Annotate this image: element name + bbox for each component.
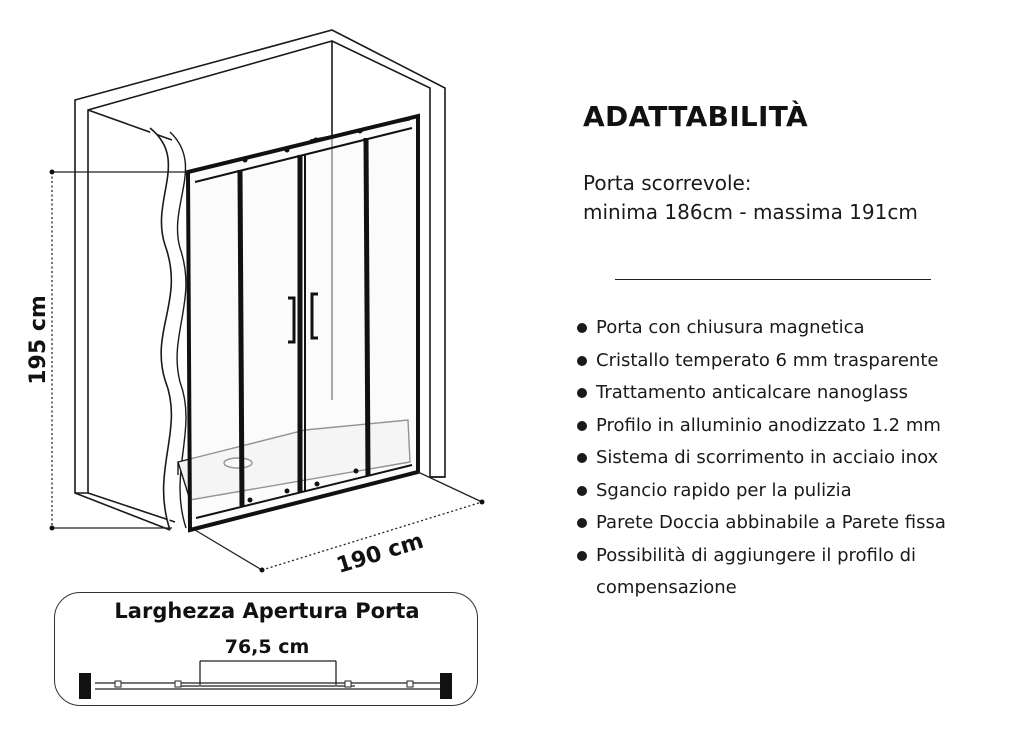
feature-item: Cristallo temperato 6 mm trasparente	[576, 345, 1016, 378]
feature-item: Possibilità di aggiungere il profilo di compensazione	[576, 540, 1016, 605]
info-subtitle	[583, 169, 1013, 227]
feature-item: Porta con chiusura magnetica	[576, 312, 1016, 345]
feature-item: Parete Doccia abbinabile a Parete fissa	[576, 507, 1016, 540]
opening-measure: 76,5 cm	[224, 636, 310, 658]
subtitle-line-1: Porta scorrevole:	[583, 171, 752, 195]
subtitle-line-2: minima 186cm - massima 191cm	[583, 200, 918, 224]
feature-item: Sgancio rapido per la pulizia	[576, 475, 1016, 508]
left-wall-post	[79, 673, 91, 699]
height-label: 195 cm	[26, 295, 51, 385]
feature-item: Trattamento anticalcare nanoglass	[576, 377, 1016, 410]
feature-list	[576, 312, 1016, 605]
shower-enclosure-drawing	[0, 0, 540, 590]
cut-wall-edge	[150, 128, 171, 530]
right-wall-post	[440, 673, 452, 699]
opening-title: Larghezza Apertura Porta	[114, 599, 420, 623]
door-frame	[188, 116, 418, 530]
feature-item: Sistema di scorrimento in acciaio inox	[576, 442, 1016, 475]
divider	[615, 279, 931, 280]
feature-item: Profilo in alluminio anodizzato 1.2 mm	[576, 410, 1016, 443]
info-title: ADATTABILITÀ	[583, 100, 808, 133]
info-panel	[583, 100, 1013, 227]
width-label: 190 cm	[333, 528, 427, 579]
opening-width-box	[54, 592, 478, 706]
